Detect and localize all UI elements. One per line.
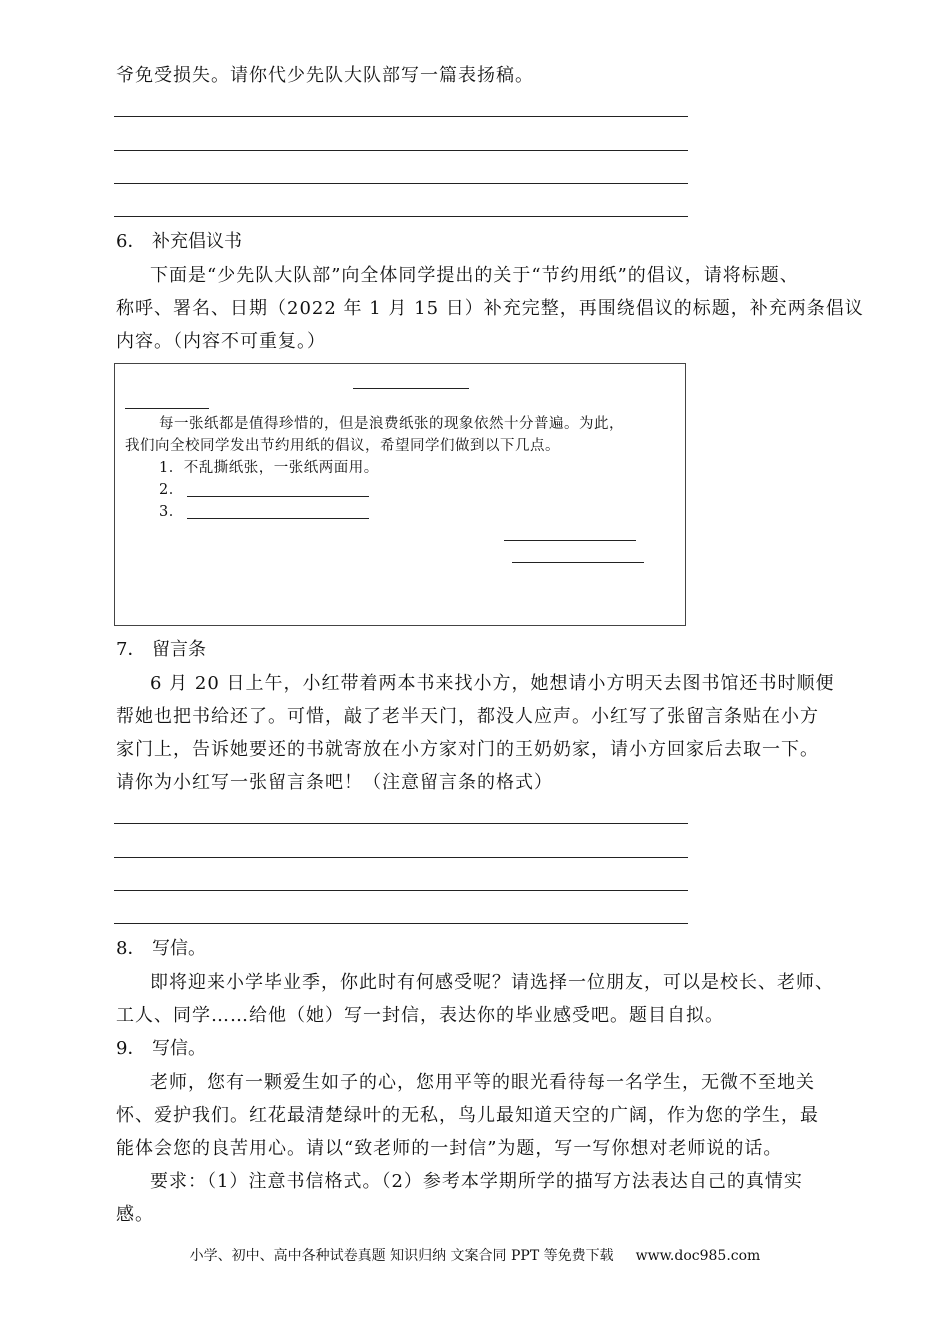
title-blank[interactable] <box>353 388 469 389</box>
date-blank[interactable] <box>512 562 644 563</box>
q8-title: 写信。 <box>152 938 206 959</box>
q5-text-end: 爷免受损失。请你代少先队大队部写一篇表扬稿。 <box>116 65 534 86</box>
proposal-item-2-blank[interactable] <box>187 496 369 497</box>
q7-para-line: 6 月 20 日上午，小红带着两本书来找小方，她想请小方明天去图书馆还书时顺便 <box>150 673 835 694</box>
q8-heading <box>116 937 206 961</box>
q9-number: 9． <box>116 1038 146 1059</box>
q9-para-line: 感。 <box>116 1204 154 1225</box>
q6-para-line: 称呼、署名、日期（2022 年 1 月 15 日）补充完整，再围绕倡议的标题，补充两条倡议 <box>116 298 864 319</box>
q9-para-line: 怀、爱护我们。红花最清楚绿叶的无私，鸟儿最知道天空的广阔，作为您的学生，最 <box>116 1105 819 1126</box>
q9-title: 写信。 <box>152 1038 206 1059</box>
q6-number: 6． <box>116 231 146 252</box>
answer-line <box>114 150 688 151</box>
proposal-item-1: 1．不乱撕纸张，一张纸两面用。 <box>159 460 379 476</box>
proposal-item-3-label: 3． <box>159 504 184 520</box>
answer-line <box>114 857 688 858</box>
q9-heading <box>116 1037 206 1061</box>
answer-line <box>114 116 688 117</box>
page-footer <box>0 1246 950 1266</box>
proposal-body-line: 每一张纸都是值得珍惜的，但是浪费纸张的现象依然十分普遍。为此， <box>159 416 624 432</box>
answer-line <box>114 823 688 824</box>
answer-line <box>114 923 688 924</box>
footer-url[interactable]: www.doc985.com <box>635 1248 761 1264</box>
q9-para-line: 要求：（1）注意书信格式。（2）参考本学期所学的描写方法表达自己的真情实 <box>150 1171 803 1192</box>
q9-para-line: 老师，您有一颗爱生如子的心，您用平等的眼光看待每一名学生，无微不至地关 <box>150 1072 815 1093</box>
q7-para-line: 帮她也把书给还了。可惜，敲了老半天门，都没人应声。小红写了张留言条贴在小方 <box>116 706 819 727</box>
q8-number: 8． <box>116 938 146 959</box>
proposal-item-3-blank[interactable] <box>187 518 369 519</box>
proposal-item-2-label: 2． <box>159 482 184 498</box>
signature-blank[interactable] <box>504 540 636 541</box>
salutation-blank[interactable] <box>125 408 209 409</box>
answer-line <box>114 216 688 217</box>
answer-line <box>114 183 688 184</box>
q7-para-line: 请你为小红写一张留言条吧！（注意留言条的格式） <box>116 772 553 793</box>
q7-number: 7． <box>116 639 146 660</box>
q9-para-line: 能体会您的良苦用心。请以“致老师的一封信”为题，写一写你想对老师说的话。 <box>116 1138 783 1159</box>
proposal-body-line: 我们向全校同学发出节约用纸的倡议，希望同学们做到以下几点。 <box>125 438 560 454</box>
q8-para-line: 工人、同学……给他（她）写一封信，表达你的毕业感受吧。题目自拟。 <box>116 1005 724 1026</box>
answer-line <box>114 890 688 891</box>
q7-title: 留言条 <box>152 639 206 660</box>
q6-para-line: 下面是“少先队大队部”向全体同学提出的关于“节约用纸”的倡议，请将标题、 <box>150 265 799 286</box>
q6-para-line: 内容。（内容不可重复。） <box>116 331 326 352</box>
footer-text: 小学、初中、高中各种试卷真题 知识归纳 文案合同 PPT 等免费下载 <box>189 1248 614 1264</box>
proposal-box <box>114 363 686 626</box>
q6-title: 补充倡议书 <box>152 231 242 252</box>
q8-para-line: 即将迎来小学毕业季，你此时有何感受呢？请选择一位朋友，可以是校长、老师、 <box>150 972 834 993</box>
q6-heading <box>116 230 242 254</box>
q7-para-line: 家门上，告诉她要还的书就寄放在小方家对门的王奶奶家，请小方回家后去取一下。 <box>116 739 819 760</box>
q7-heading <box>116 638 206 662</box>
